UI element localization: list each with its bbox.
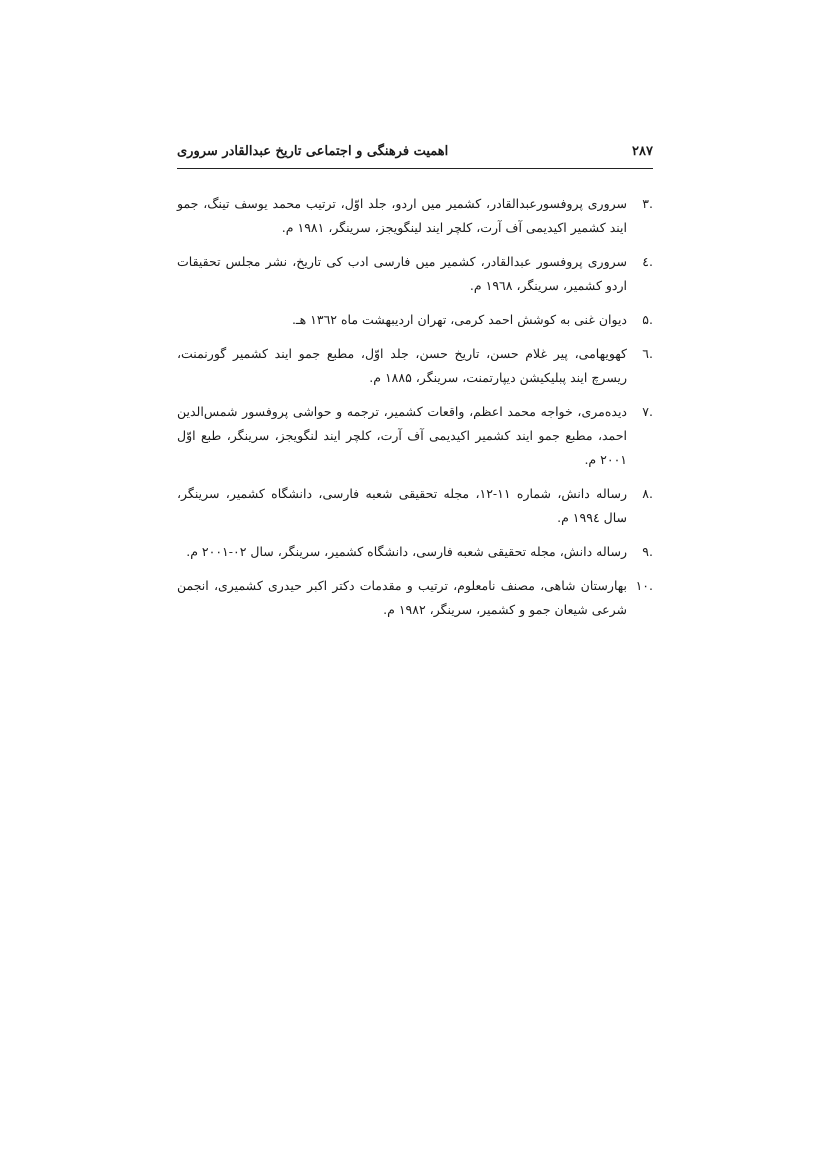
reference-number: .۸ [642,486,653,501]
reference-text: دیده‌مری، خواجه محمد اعظم، واقعات کشمیر، ترجمه و حواشی پروفسور شمس‌الدین احمد، مطبع جمو ایند کشمیر اکیدیمی آف آرت، کلچر ایند لنگویجز، سرینگر، طبع اوّل ۲۰۰۱ م. [177,404,627,467]
reference-number: .۱۰ [635,578,653,593]
reference-text: سروری پروفسورعبدالقادر، کشمیر میں اردو، جلد اوّل، ترتیب محمد یوسف تینگ، جمو ایند کشمیر اکیدیمی آف آرت، کلچر ایند لینگویجز، سرینگر، ۱۹۸۱ م. [177,196,627,235]
reference-number: .۵ [642,312,653,327]
reference-text: رساله دانش، شماره ۱۱-۱۲، مجله تحقیقی شعبه فارسی، دانشگاه کشمیر، سرینگر، سال ۱۹۹٤ م. [177,486,627,525]
running-header [177,142,653,164]
reference-text: دیوان غنی به کوشش احمد کرمی، تهران اردیبهشت ماه ۱۳٦۲ هـ. [291,312,627,327]
reference-number: .۹ [642,544,653,559]
reference-item [177,342,653,390]
reference-text: رساله دانش، مجله تحقیقی شعبه فارسی، دانشگاه کشمیر، سرینگر، سال ۰۲-۲۰۰۱ م. [186,544,627,559]
reference-item [177,400,653,472]
reference-text: سروری پروفسور عبدالقادر، کشمیر میں فارسی ادب کی تاریخ، نشر مجلس تحقیقات اردو کشمیر، سرینگر، ۱۹٦۸ م. [177,254,627,293]
reference-item [177,308,653,332]
reference-text: بهارستان شاهی، مصنف نامعلوم، ترتیب و مقدمات دکتر اکبر حیدری کشمیری، انجمن شرعی شیعان جمو و کشمیر، سرینگر، ۱۹۸۲ م. [177,578,627,617]
reference-number: .۳ [642,196,653,211]
reference-number: .٤ [642,254,653,269]
reference-item [177,482,653,530]
header-rule [177,168,653,169]
reference-item [177,250,653,298]
reference-number: .٦ [642,346,653,361]
reference-item [177,574,653,622]
reference-list [177,192,653,632]
reference-item [177,540,653,564]
page-number: ۲۸۷ [632,144,653,159]
reference-number: .۷ [642,404,653,419]
running-title: اهمیت فرهنگی و اجتماعی تاریخ عبدالقادر سروری [177,144,449,159]
reference-item [177,192,653,240]
reference-text: کهویهامی، پیر غلام حسن، تاریخ حسن، جلد اوّل، مطبع جمو ایند کشمیر گورنمنت، ریسرچ ایند پبلیکیشن دیپارتمنت، سرینگر، ۱۸۸۵ م. [177,346,627,385]
